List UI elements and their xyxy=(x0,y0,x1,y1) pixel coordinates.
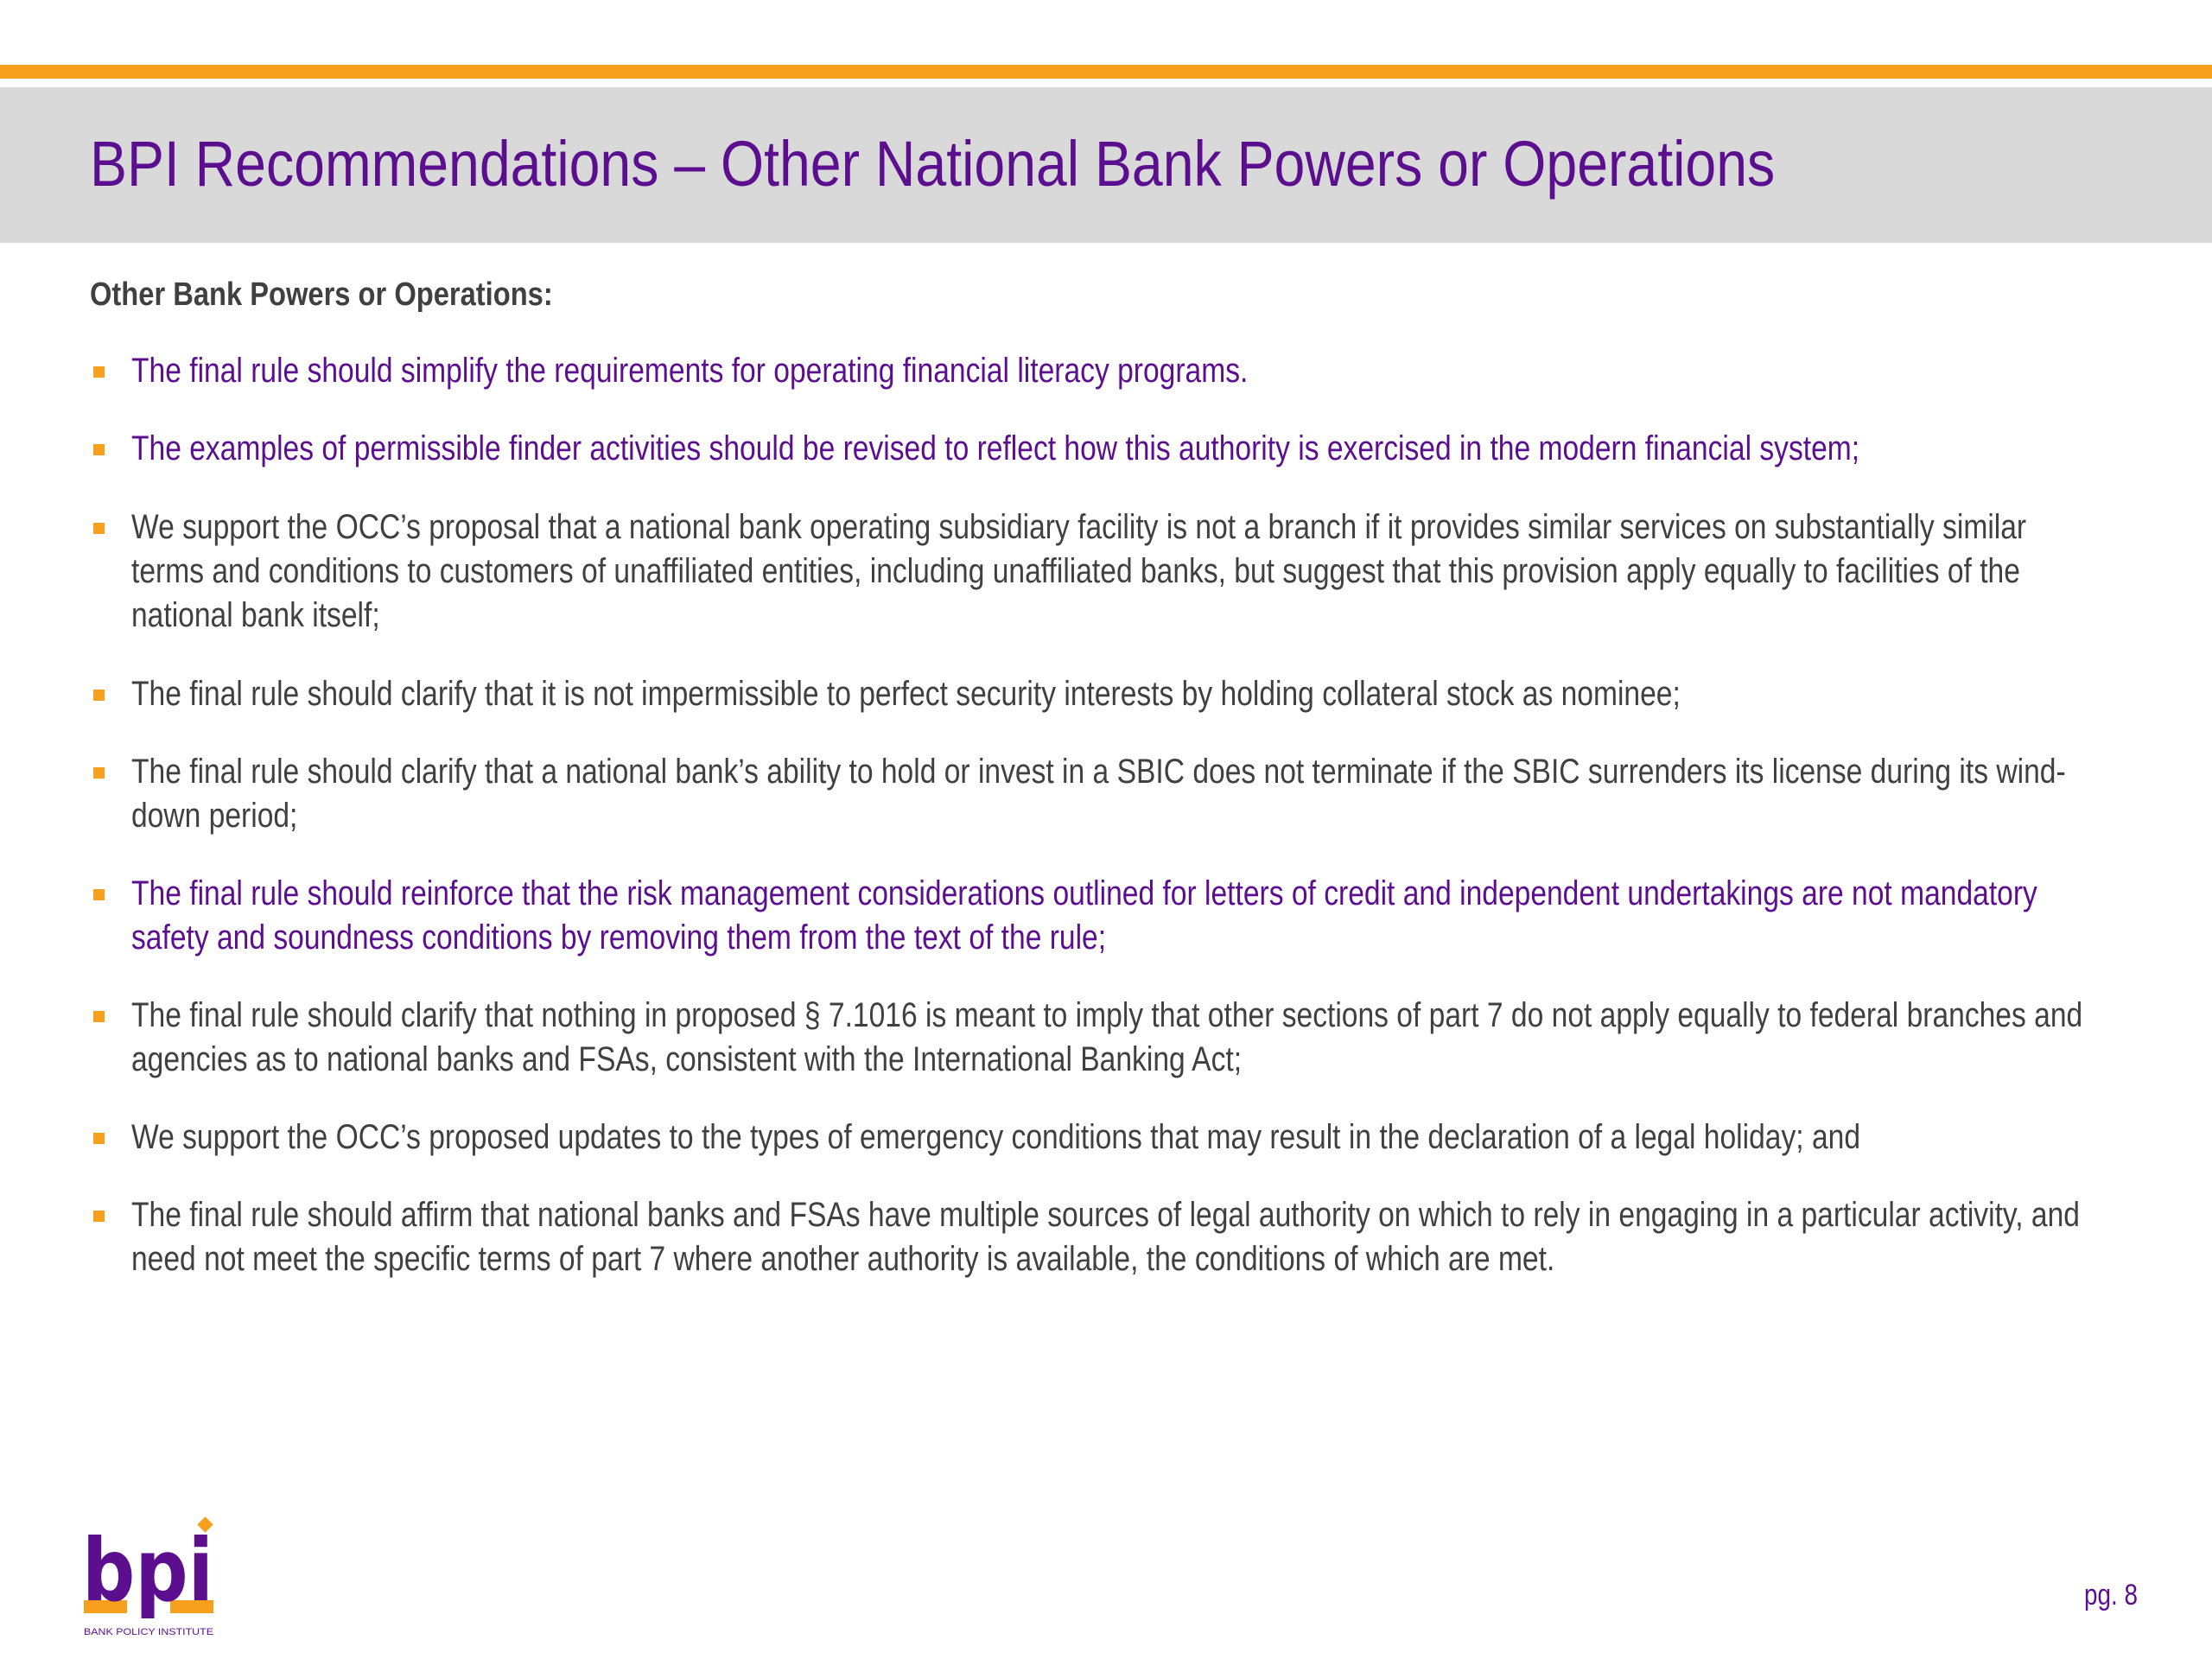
top-accent-bar xyxy=(0,65,2212,79)
bullet-text: The final rule should affirm that national banks and FSAs have multiple sources of legal authority on which to rely in engaging in a particular activity, and need not meet the specific terms of part 7 where another authority is available, the conditions of which are met. xyxy=(131,1196,2080,1278)
square-bullet-icon xyxy=(93,690,105,701)
square-bullet-icon xyxy=(93,767,105,779)
square-bullet-icon xyxy=(93,889,105,900)
bullet-text: The examples of permissible finder activities should be revised to reflect how this authority is exercised in the modern financial system; xyxy=(131,429,1860,467)
bullet-text: The final rule should reinforce that the risk management considerations outlined for letters of credit and independent undertakings are not mandatory safety and soundness conditions by removing them from the text of the rule; xyxy=(131,874,2037,957)
square-bullet-icon xyxy=(93,1133,105,1144)
square-bullet-icon xyxy=(93,1211,105,1222)
square-bullet-icon xyxy=(93,444,105,455)
logo-tagline: BANK POLICY INSTITUTE xyxy=(84,1627,213,1637)
bullet-text: The final rule should clarify that a national bank’s ability to hold or invest in a SBIC does not terminate if the SBIC surrenders its license during its wind-down period; xyxy=(131,753,2066,835)
square-bullet-icon xyxy=(93,523,105,534)
square-bullet-icon xyxy=(93,366,105,378)
bullet-text: We support the OCC’s proposed updates to the types of emergency conditions that may result in the declaration of a legal holiday; and xyxy=(131,1118,1861,1156)
slide-title: BPI Recommendations – Other National Bank Powers or Operations xyxy=(90,128,1776,200)
section-subheading: Other Bank Powers or Operations: xyxy=(90,276,553,313)
bpi-logo xyxy=(82,1510,220,1640)
square-bullet-icon xyxy=(93,1011,105,1022)
bullet-text: The final rule should clarify that nothing in proposed § 7.1016 is meant to imply that other sections of part 7 do not apply equally to federal branches and agencies as to national banks and FSAs, consistent with the International Banking Act; xyxy=(131,996,2083,1078)
logo-wordmark: bpi xyxy=(82,1520,213,1621)
bullet-text: The final rule should simplify the requirements for operating financial literacy programs. xyxy=(131,352,1249,390)
bullet-text: The final rule should clarify that it is not impermissible to perfect security interests by holding collateral stock as nominee; xyxy=(131,675,1681,713)
bullet-text: We support the OCC’s proposal that a national bank operating subsidiary facility is not a branch if it provides similar services on substantially similar terms and conditions to customers of unaffiliated entities, including unaffiliated banks, but suggest that this provision apply equally to facilities of the national bank itself; xyxy=(131,508,2027,634)
page-number: pg. 8 xyxy=(2084,1579,2139,1611)
